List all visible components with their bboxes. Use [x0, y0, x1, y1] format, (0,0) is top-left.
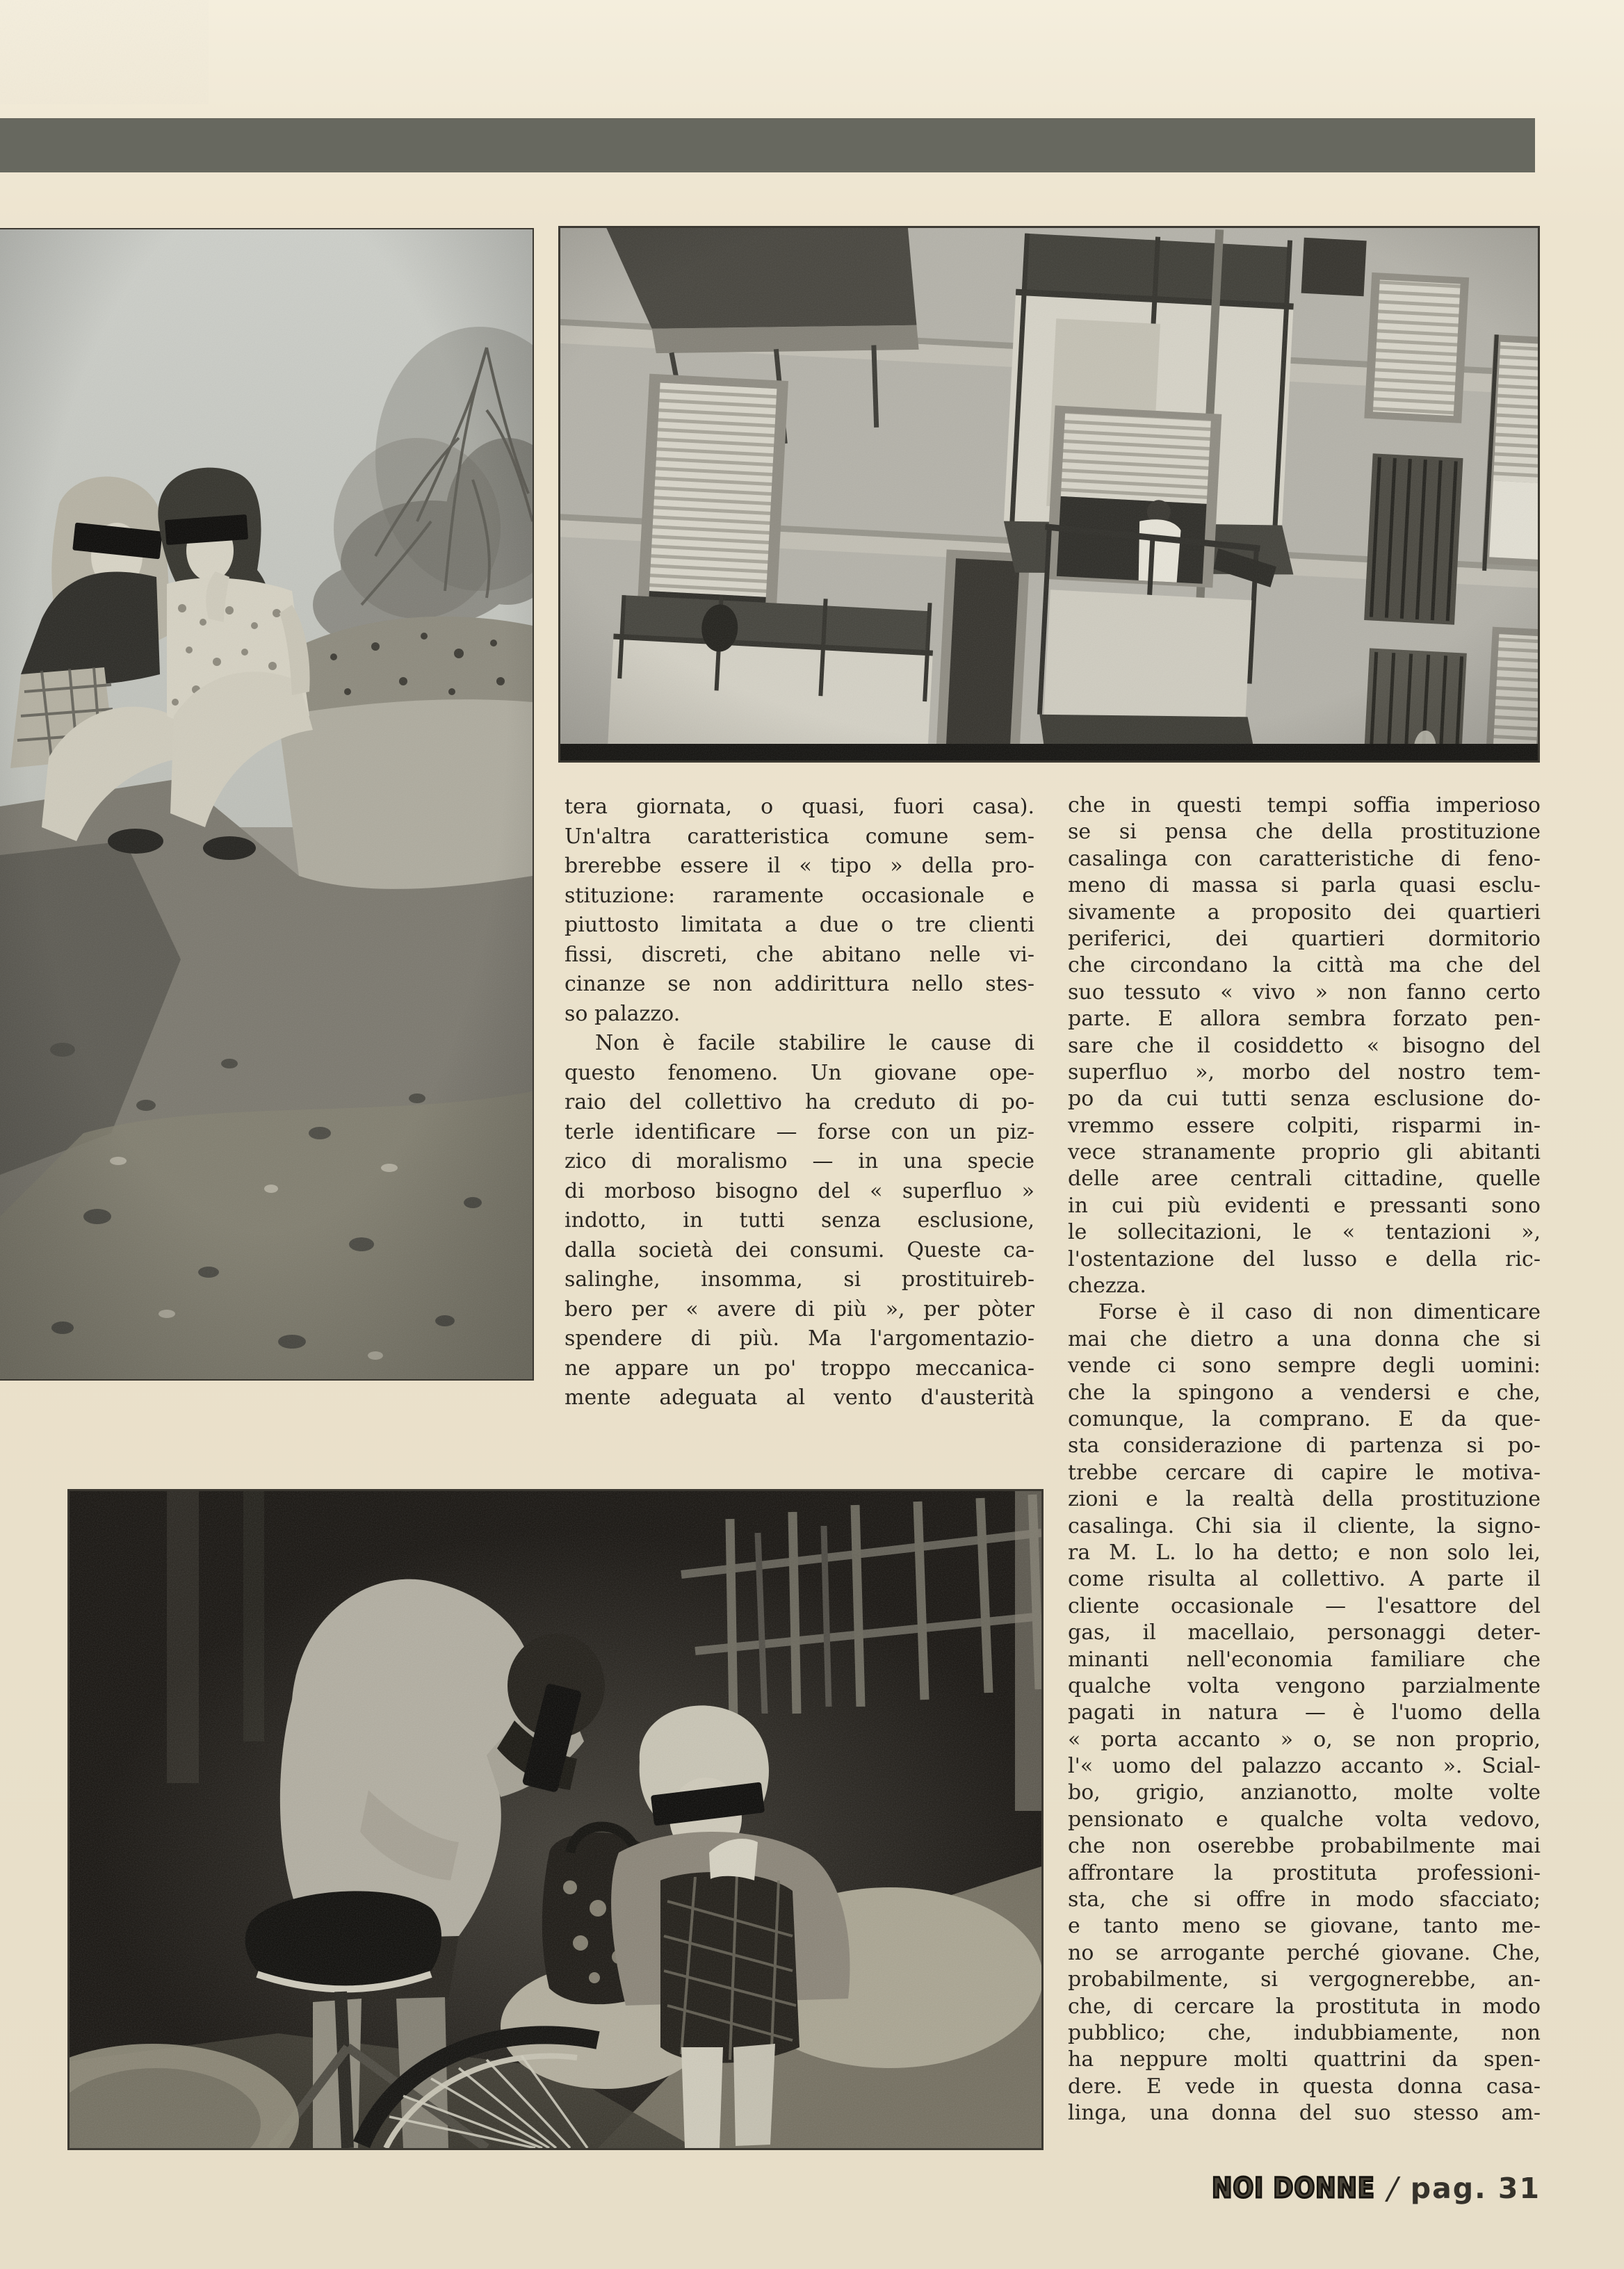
- article-text-line: Forse è il caso di non dimenticare: [1098, 1300, 1541, 1325]
- article-text-line: bo, grigio, anzianotto, molte volte: [1068, 1780, 1541, 1805]
- article-text-line: spendere di più. Ma l'argomentazio-: [565, 1326, 1034, 1351]
- article-text-line: po da cui tutti senza esclusione do-: [1068, 1087, 1541, 1112]
- article-text-line: comunque, la comprano. E da que-: [1068, 1406, 1541, 1431]
- article-text-line: trebbe cercare di capire le motiva-: [1068, 1460, 1541, 1485]
- article-text-line: no se arrogante perché giovane. Che,: [1068, 1940, 1541, 1965]
- article-text-line: minanti nell'economia familiare che: [1068, 1647, 1541, 1672]
- article-text-line: sare che il cosiddetto « bisogno del: [1068, 1033, 1541, 1058]
- article-text-line: « porta accanto » o, se non proprio,: [1068, 1727, 1541, 1752]
- article-text-line: sivamente a proposito dei quartieri: [1068, 900, 1541, 925]
- article-text-line: pensionato e qualche volta vedovo,: [1068, 1807, 1541, 1832]
- article-text-line: ne appare un po' troppo meccanica-: [565, 1356, 1034, 1381]
- article-text-line: casalinga. Chi sia il cliente, la signo-: [1068, 1513, 1541, 1538]
- article-text-line: se si pensa che della prostituzione: [1068, 820, 1541, 845]
- article-text-line: fissi, discreti, che abitano nelle vi-: [565, 942, 1034, 967]
- article-text-line: dalla società dei consumi. Queste ca-: [565, 1237, 1034, 1262]
- article-text-line: tera giornata, o quasi, fuori casa).: [565, 795, 1034, 819]
- article-text-line: piuttosto limitata a due o tre clienti: [565, 913, 1034, 937]
- article-text-line: so palazzo.: [565, 1001, 681, 1026]
- article-text-line: delle aree centrali cittadine, quelle: [1068, 1166, 1541, 1192]
- article-text-line: brerebbe essere il « tipo » della pro-: [565, 854, 1034, 878]
- photo-illustration: [70, 1491, 1041, 2148]
- article-text-line: mente adeguata al vento d'austerità: [565, 1385, 1034, 1410]
- article-text-line: stituzione: raramente occasionale e: [565, 883, 1034, 908]
- article-text-line: suo tessuto « vivo » non fanno certo: [1068, 979, 1541, 1005]
- article-text-line: meno di massa si parla quasi esclu-: [1068, 873, 1541, 898]
- article-text-line: che, di cercare la prostituta in modo: [1068, 1994, 1541, 2019]
- article-text-line: l'« uomo del palazzo accanto ». Scial-: [1068, 1754, 1541, 1779]
- article-text-line: cinanze se non addirittura nello stes-: [565, 972, 1034, 996]
- article-text-line: Un'altra caratteristica comune sem-: [565, 824, 1034, 849]
- article-text-line: linga, una donna del suo stesso am-: [1068, 2101, 1541, 2126]
- photo-night-street-scene: [70, 1491, 1041, 2148]
- article-text-line: chezza.: [1068, 1274, 1146, 1299]
- article-text-line: raio del collettivo ha creduto di po-: [565, 1090, 1034, 1114]
- article-text-line: parte. E allora sembra forzato pen-: [1068, 1007, 1541, 1032]
- photo-illustration: [0, 229, 533, 1379]
- article-text-line: salinghe, insomma, si prostituireb-: [565, 1267, 1034, 1292]
- article-text-line: zico di moralismo — in una specie: [565, 1149, 1034, 1173]
- article-text-line: e tanto meno se giovane, tanto me-: [1068, 1914, 1541, 1939]
- photo-apartment-balconies: [560, 228, 1538, 761]
- article-text-line: probabilmente, si vergognerebbe, an-: [1068, 1967, 1541, 1992]
- article-text-line: pagati in natura — è l'uomo della: [1068, 1700, 1541, 1725]
- photo-illustration: [560, 228, 1538, 761]
- article-column-middle: [565, 792, 1034, 1413]
- article-text-line: bero per « avere di più », per pòter: [565, 1296, 1034, 1321]
- article-column-right: [1068, 792, 1541, 2127]
- article-text-line: in cui più evidenti e pressanti sono: [1068, 1193, 1541, 1218]
- section-divider-bar: [0, 118, 1535, 172]
- article-text-line: vende ci sono sempre degli uomini:: [1068, 1353, 1541, 1379]
- article-text-line: terle identificare — forse con un piz-: [565, 1119, 1034, 1144]
- article-text-line: sta, che si offre in modo sfacciato;: [1068, 1887, 1541, 1912]
- footer-separator: /: [1383, 2170, 1402, 2206]
- article-text-line: gas, il macellaio, personaggi deter-: [1068, 1620, 1541, 1645]
- article-text-line: periferici, dei quartieri dormitorio: [1068, 926, 1541, 951]
- paper-grain: [0, 0, 209, 104]
- article-text-line: ha neppure molti quattrini da spen-: [1068, 2047, 1541, 2072]
- article-text-line: di morboso bisogno del « superfluo »: [565, 1178, 1034, 1203]
- page-footer: [973, 2166, 1541, 2211]
- article-text-line: cliente occasionale — l'esattore del: [1068, 1593, 1541, 1618]
- article-text-line: l'ostentazione del lusso e della ric-: [1068, 1246, 1541, 1271]
- article-text-line: pubblico; che, indubbiamente, non: [1068, 2020, 1541, 2045]
- article-text-line: dere. E vede in questa donna casa-: [1068, 2074, 1541, 2099]
- article-text-line: Non è facile stabilire le cause di: [595, 1031, 1034, 1055]
- article-text-line: le sollecitazioni, le « tentazioni »,: [1068, 1220, 1541, 1245]
- article-text-line: come risulta al collettivo. A parte il: [1068, 1567, 1541, 1592]
- article-text-line: zioni e la realtà della prostituzione: [1068, 1487, 1541, 1512]
- page-number: pag. 31: [1410, 2172, 1541, 2205]
- article-text-line: casalinga con caratteristiche di feno-: [1068, 846, 1541, 871]
- article-text-line: questo fenomeno. Un giovane ope-: [565, 1060, 1034, 1085]
- article-text-line: vremmo essere colpiti, risparmi in-: [1068, 1113, 1541, 1138]
- article-text-line: vece stranamente proprio gli abitanti: [1068, 1140, 1541, 1165]
- article-text-line: che in questi tempi soffia imperioso: [1068, 793, 1541, 818]
- article-text-line: sta considerazione di partenza si po-: [1068, 1433, 1541, 1458]
- article-text-line: affrontare la prostituta professioni-: [1068, 1860, 1541, 1885]
- article-text-line: indotto, in tutti senza esclusione,: [565, 1208, 1034, 1233]
- noi-donne-logo: NOI DONNE: [1212, 2172, 1375, 2204]
- article-text-line: che circondano la città ma che del: [1068, 953, 1541, 978]
- article-text-line: ra M. L. lo ha detto; e non solo lei,: [1068, 1540, 1541, 1565]
- article-text-line: qualche volta vengono parzialmente: [1068, 1673, 1541, 1698]
- article-text-line: superfluo », morbo del nostro tem-: [1068, 1059, 1541, 1084]
- article-text-line: che non oserebbe probabilmente mai: [1068, 1834, 1541, 1859]
- photo-two-girls-on-embankment: [0, 229, 533, 1379]
- article-text-line: che la spingono a vendersi e che,: [1068, 1380, 1541, 1405]
- article-text-line: mai che dietro a una donna che si: [1068, 1326, 1541, 1351]
